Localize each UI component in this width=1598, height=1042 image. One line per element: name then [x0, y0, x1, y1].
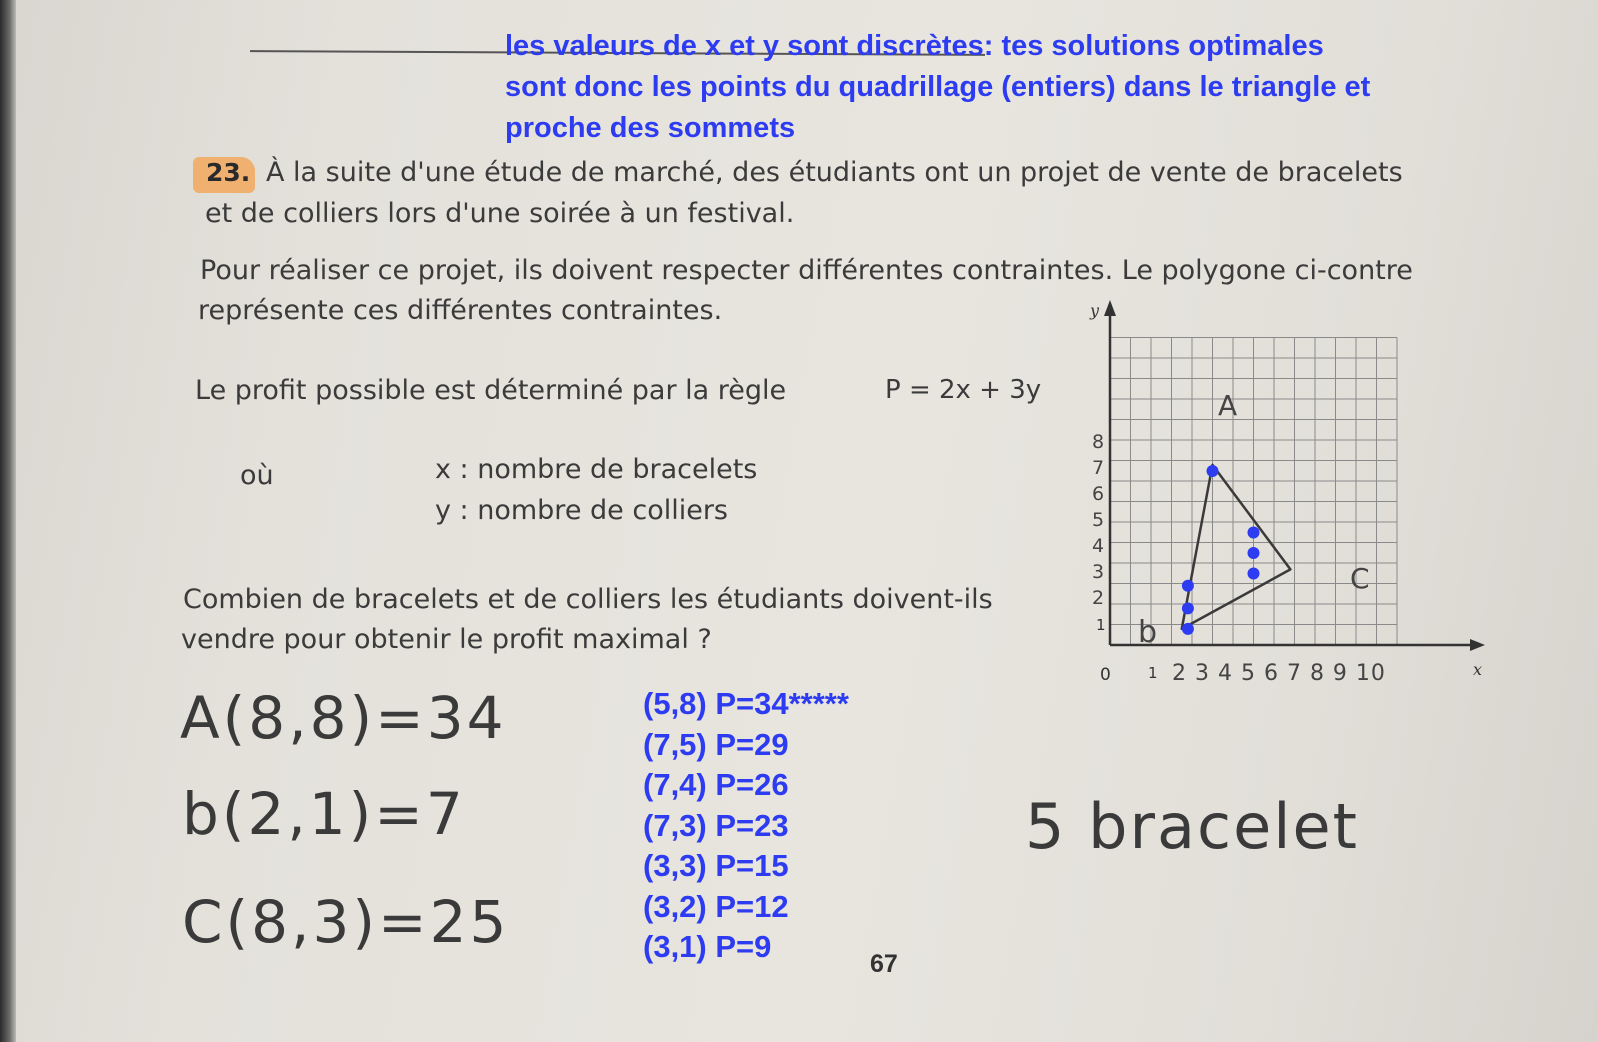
note-line-2: sont donc les points du quadrillage (entiers) dans le triangle et	[505, 71, 1371, 103]
handwritten-vertex-a: A(8,8)=34	[180, 684, 507, 752]
y-handwritten-tick: 3	[1092, 561, 1105, 583]
where-label: où	[240, 460, 274, 491]
constraint-graph	[1080, 290, 1500, 700]
y-handwritten-ticks	[1092, 431, 1104, 609]
intro-line-2: et de colliers lors d'une soirée à un festival.	[205, 198, 795, 229]
candidate-point	[1248, 568, 1260, 580]
page-number: 67	[870, 950, 898, 978]
x-tick-1: 1	[1148, 664, 1158, 682]
candidate-point	[1248, 547, 1260, 559]
handwritten-answer: 5 bracelet	[1025, 790, 1359, 863]
intro-line-1: À la suite d'une étude de marché, des étudiants ont un projet de vente de bracelets	[266, 157, 1403, 188]
question-line-1: Combien de bracelets et de colliers les étudiants doivent-ils	[183, 584, 993, 615]
variable-y-definition: y : nombre de colliers	[435, 495, 728, 526]
handwritten-vertex-c: C(8,3)=25	[182, 888, 510, 956]
y-axis-label: y	[1090, 301, 1100, 320]
constraints-line-2: représente ces différentes contraintes.	[198, 295, 723, 326]
candidate-2: (7,5) P=29	[643, 726, 789, 762]
vertex-c-label: C	[1350, 562, 1370, 595]
vertex-a-label: A	[1218, 389, 1238, 422]
candidate-point	[1182, 623, 1194, 635]
blue-annotation-note	[505, 26, 1545, 149]
profit-rule: P = 2x + 3y	[885, 375, 1042, 405]
candidate-point	[1182, 580, 1194, 592]
candidate-point	[1248, 527, 1260, 539]
candidate-1: (5,8) P=34*****	[643, 686, 849, 721]
candidate-7: (3,1) P=9	[643, 929, 772, 964]
question-number: 23.	[206, 158, 251, 187]
candidate-5: (3,3) P=15	[643, 848, 789, 883]
note-line-3: proche des sommets	[505, 112, 796, 144]
note-line-1: les valeurs de x et y sont discrètes: tes solutions optimales	[505, 30, 1324, 62]
candidate-point	[1182, 602, 1194, 614]
candidate-points-list	[643, 684, 849, 968]
y-axis-arrow-icon	[1104, 300, 1116, 316]
y-handwritten-tick: 4	[1092, 535, 1105, 557]
y-handwritten-tick: 8	[1092, 431, 1105, 453]
y-tick-1: 1	[1096, 616, 1106, 634]
handwritten-vertex-b: b(2,1)=7	[182, 780, 466, 848]
variable-x-definition: x : nombre de bracelets	[435, 454, 758, 485]
y-handwritten-tick: 2	[1092, 587, 1105, 609]
candidate-point	[1207, 465, 1219, 477]
question-line-2: vendre pour obtenir le profit maximal ?	[181, 624, 712, 655]
vertex-b-label: b	[1138, 615, 1158, 650]
y-handwritten-tick: 7	[1092, 457, 1105, 479]
x-handwritten-ticks: 2 3 4 5 6 7 8 9 10	[1172, 661, 1386, 686]
profit-label: Le profit possible est déterminé par la règle	[195, 375, 787, 406]
graph-grid	[1110, 338, 1397, 646]
x-axis-arrow-icon	[1470, 639, 1485, 651]
candidate-3: (7,4) P=26	[643, 767, 789, 802]
candidate-6: (3,2) P=12	[643, 888, 789, 924]
y-handwritten-tick: 5	[1092, 509, 1105, 531]
x-axis-label: x	[1473, 660, 1483, 679]
page-binding-edge	[0, 0, 16, 1042]
candidate-points	[1182, 465, 1260, 635]
candidate-4: (7,3) P=23	[643, 807, 789, 843]
constraints-line-1: Pour réaliser ce projet, ils doivent respecter différentes contraintes. Le polygone ci-contre	[200, 255, 1413, 286]
y-handwritten-tick: 6	[1092, 483, 1105, 505]
origin-label: 0	[1100, 665, 1111, 685]
